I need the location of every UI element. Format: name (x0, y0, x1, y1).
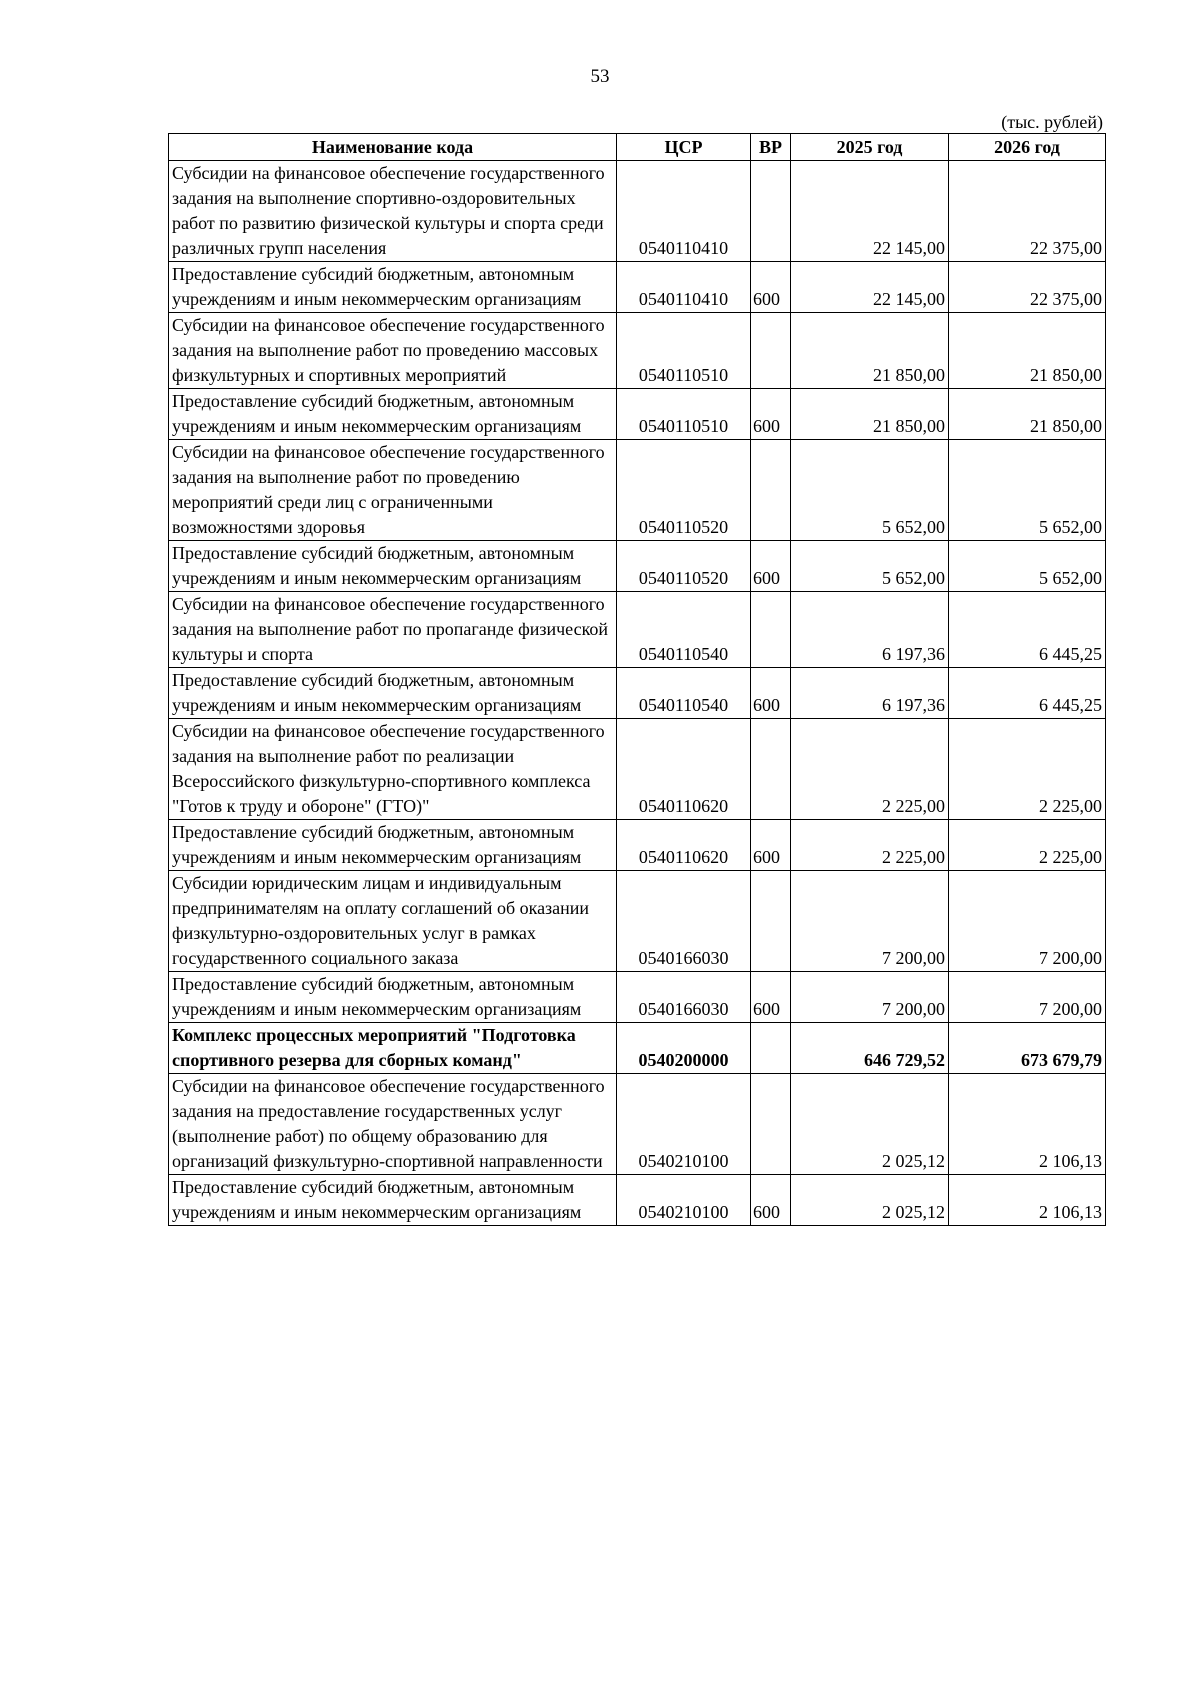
page-number: 53 (590, 66, 610, 87)
row-2026: 7 200,00 (949, 871, 1106, 972)
row-vr (751, 161, 791, 262)
table-header-row (169, 134, 1106, 161)
table-row (169, 313, 1106, 389)
row-name: Предоставление субсидий бюджетным, автономным учреждениям и иным некоммерческим организациям (169, 541, 617, 592)
row-vr (751, 1074, 791, 1175)
units-note: (тыс. рублей) (1001, 112, 1103, 132)
row-vr (751, 313, 791, 389)
row-vr (751, 719, 791, 820)
header-2026: 2026 год (949, 134, 1106, 161)
row-name: Предоставление субсидий бюджетным, автономным учреждениям и иным некоммерческим организациям (169, 668, 617, 719)
row-2026: 5 652,00 (949, 440, 1106, 541)
table-body (169, 161, 1106, 1226)
row-2026: 673 679,79 (949, 1023, 1106, 1074)
row-name: Предоставление субсидий бюджетным, автономным учреждениям и иным некоммерческим организациям (169, 972, 617, 1023)
row-csr: 0540110620 (617, 820, 751, 871)
header-name: Наименование кода (169, 134, 617, 161)
table-row (169, 820, 1106, 871)
row-2026: 22 375,00 (949, 262, 1106, 313)
row-2025: 5 652,00 (791, 440, 949, 541)
row-name: Предоставление субсидий бюджетным, автономным учреждениям и иным некоммерческим организациям (169, 820, 617, 871)
table-row (169, 1175, 1106, 1226)
row-csr: 0540166030 (617, 871, 751, 972)
table-row (169, 389, 1106, 440)
row-2025: 22 145,00 (791, 262, 949, 313)
row-vr (751, 440, 791, 541)
table-row (169, 1023, 1106, 1074)
row-2026: 21 850,00 (949, 313, 1106, 389)
row-name: Предоставление субсидий бюджетным, автономным учреждениям и иным некоммерческим организациям (169, 1175, 617, 1226)
row-2026: 6 445,25 (949, 592, 1106, 668)
row-2025: 6 197,36 (791, 592, 949, 668)
row-2025: 2 225,00 (791, 719, 949, 820)
row-vr: 600 (751, 820, 791, 871)
row-csr: 0540110520 (617, 541, 751, 592)
row-2025: 5 652,00 (791, 541, 949, 592)
row-name: Субсидии на финансовое обеспечение государственного задания на выполнение работ по проведению массовых физкультурных и спортивных мероприятий (169, 313, 617, 389)
table-row (169, 262, 1106, 313)
row-2026: 2 225,00 (949, 820, 1106, 871)
row-csr: 0540110520 (617, 440, 751, 541)
row-csr: 0540166030 (617, 972, 751, 1023)
budget-table (168, 133, 1106, 1226)
row-2025: 7 200,00 (791, 871, 949, 972)
row-csr: 0540210100 (617, 1074, 751, 1175)
row-2026: 2 106,13 (949, 1175, 1106, 1226)
row-name: Субсидии юридическим лицам и индивидуальным предпринимателям на оплату соглашений об оказании физкультурно-оздоровительных услуг в рамках государственного социального заказа (169, 871, 617, 972)
table-row (169, 161, 1106, 262)
row-csr: 0540110510 (617, 389, 751, 440)
row-2025: 21 850,00 (791, 313, 949, 389)
row-name: Субсидии на финансовое обеспечение государственного задания на выполнение работ по пропаганде физической культуры и спорта (169, 592, 617, 668)
table-row (169, 440, 1106, 541)
row-2026: 6 445,25 (949, 668, 1106, 719)
header-csr: ЦСР (617, 134, 751, 161)
row-2026: 7 200,00 (949, 972, 1106, 1023)
row-csr: 0540110620 (617, 719, 751, 820)
row-vr (751, 592, 791, 668)
table-row (169, 541, 1106, 592)
row-2026: 5 652,00 (949, 541, 1106, 592)
row-vr: 600 (751, 262, 791, 313)
row-vr: 600 (751, 972, 791, 1023)
row-2025: 22 145,00 (791, 161, 949, 262)
row-2026: 22 375,00 (949, 161, 1106, 262)
row-name: Субсидии на финансовое обеспечение государственного задания на предоставление государственных услуг (выполнение работ) по общему образованию для организаций физкультурно-спортивной направленности (169, 1074, 617, 1175)
table-row (169, 719, 1106, 820)
table-row (169, 1074, 1106, 1175)
row-2025: 7 200,00 (791, 972, 949, 1023)
row-2025: 6 197,36 (791, 668, 949, 719)
table-row (169, 592, 1106, 668)
row-2025: 2 025,12 (791, 1175, 949, 1226)
row-csr: 0540210100 (617, 1175, 751, 1226)
table-row (169, 668, 1106, 719)
row-2025: 21 850,00 (791, 389, 949, 440)
row-name: Субсидии на финансовое обеспечение государственного задания на выполнение работ по проведению мероприятий среди лиц с ограниченными возможностями здоровья (169, 440, 617, 541)
row-name: Комплекс процессных мероприятий "Подготовка спортивного резерва для сборных команд" (169, 1023, 617, 1074)
row-vr (751, 1023, 791, 1074)
row-2026: 2 225,00 (949, 719, 1106, 820)
row-vr: 600 (751, 541, 791, 592)
row-vr (751, 871, 791, 972)
header-2025: 2025 год (791, 134, 949, 161)
row-2025: 2 225,00 (791, 820, 949, 871)
row-csr: 0540110540 (617, 668, 751, 719)
row-2026: 21 850,00 (949, 389, 1106, 440)
row-csr: 0540200000 (617, 1023, 751, 1074)
row-2026: 2 106,13 (949, 1074, 1106, 1175)
row-csr: 0540110540 (617, 592, 751, 668)
row-name: Предоставление субсидий бюджетным, автономным учреждениям и иным некоммерческим организациям (169, 262, 617, 313)
table-row (169, 871, 1106, 972)
row-csr: 0540110410 (617, 161, 751, 262)
table-row (169, 972, 1106, 1023)
row-vr: 600 (751, 1175, 791, 1226)
row-csr: 0540110510 (617, 313, 751, 389)
row-2025: 2 025,12 (791, 1074, 949, 1175)
header-vr: ВР (751, 134, 791, 161)
row-name: Субсидии на финансовое обеспечение государственного задания на выполнение работ по реализации Всероссийского физкультурно-спортивного комплекса "Готов к труду и обороне" (ГТО)" (169, 719, 617, 820)
row-vr: 600 (751, 389, 791, 440)
row-vr: 600 (751, 668, 791, 719)
row-name: Предоставление субсидий бюджетным, автономным учреждениям и иным некоммерческим организациям (169, 389, 617, 440)
row-name: Субсидии на финансовое обеспечение государственного задания на выполнение спортивно-оздоровительных работ по развитию физической культуры и спорта среди различных групп населения (169, 161, 617, 262)
row-2025: 646 729,52 (791, 1023, 949, 1074)
row-csr: 0540110410 (617, 262, 751, 313)
